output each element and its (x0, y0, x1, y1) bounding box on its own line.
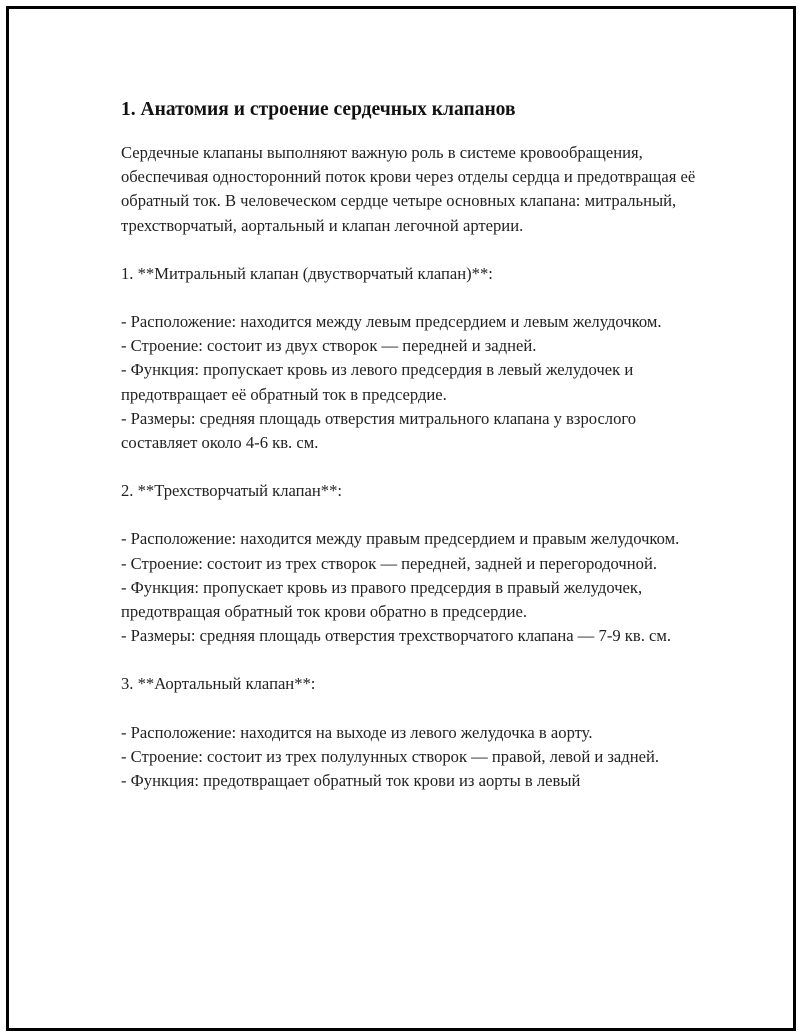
document-body (121, 97, 701, 793)
list-item: - Расположение: находится между левым предсердием и левым желудочком. (121, 312, 662, 332)
list-item: - Строение: состоит из трех полулунных створок — правой, левой и задней. (121, 746, 660, 766)
section-heading: 2. **Трехстворчатый клапан**: (121, 481, 343, 501)
section-heading: 3. **Аортальный клапан**: (121, 674, 316, 694)
list-item: - Строение: состоит из двух створок — передней и задней. (121, 336, 537, 356)
list-item: - Размеры: средняя площадь отверстия митрального клапана у взрослого составляет около 4-6 кв. см. (121, 408, 637, 453)
list-item: - Размеры: средняя площадь отверстия трехстворчатого клапана — 7-9 кв. см. (121, 626, 671, 646)
section-mitral-valve (121, 262, 701, 455)
section-heading: 1. **Митральный клапан (двустворчатый клапан)**: (121, 263, 493, 283)
intro-paragraph: Сердечные клапаны выполняют важную роль в системе кровообращения, обеспечивая односторонний поток крови через отделы сердца и предотвращая её обратный ток. В человеческом сердце четыре основных клапана: митральный, трехстворчатый, аортальный и клапан легочной артерии. (121, 143, 696, 235)
list-item: - Расположение: находится на выходе из левого желудочка в аорту. (121, 722, 593, 742)
list-item: - Расположение: находится между правым предсердием и правым желудочком. (121, 529, 680, 549)
section-aortic-valve (121, 672, 701, 793)
list-item: - Функция: предотвращает обратный ток крови из аорты в левый (121, 771, 581, 791)
section-tricuspid-valve (121, 479, 701, 648)
list-item: - Функция: пропускает кровь из левого предсердия в левый желудочек и предотвращает её обратный ток в предсердие. (121, 360, 634, 404)
document-title: 1. Анатомия и строение сердечных клапанов (121, 99, 516, 120)
list-item: - Строение: состоит из трех створок — передней, задней и перегородочной. (121, 553, 657, 573)
document-page (6, 6, 796, 1031)
list-item: - Функция: пропускает кровь из правого предсердия в правый желудочек, предотвращая обратный ток крови обратно в предсердие. (121, 577, 643, 622)
